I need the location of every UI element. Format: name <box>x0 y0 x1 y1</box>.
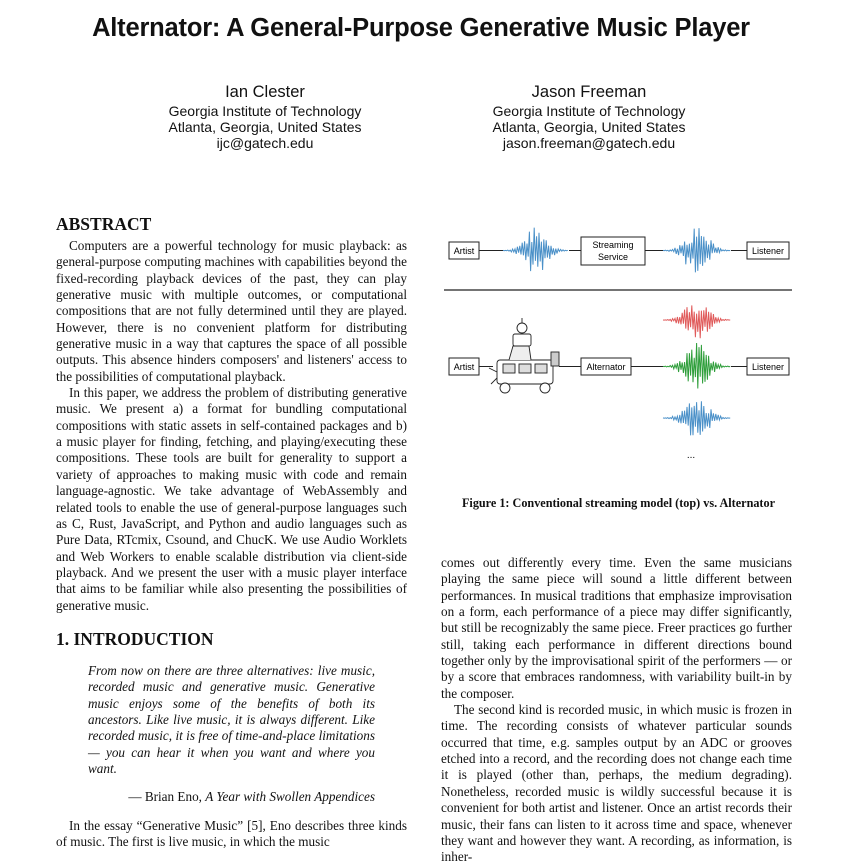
alternator-label: Alternator <box>586 362 626 372</box>
artist-label-top: Artist <box>453 246 475 256</box>
waveform-red <box>663 305 730 338</box>
right-paragraph-1: comes out differently every time. Even the same musicians playing the same piece will sound a little different between performances. In musical traditions that emphasize improvisation on a form, each performance of a piece may differ significantly, but still be recognizably the same piece. Freer practices go further still, taking each performance in different directions bound together only by the improvisational spirit of the performers — or by a score that embraces randomness, with variability built-in by the composer. <box>441 555 792 701</box>
waveform-blue-2 <box>663 228 730 272</box>
artist-label-bottom: Artist <box>453 362 475 372</box>
generative-machine-illustration <box>489 318 559 393</box>
left-column <box>56 214 407 850</box>
author-name: Ian Clester <box>225 83 305 101</box>
abstract-paragraph-1: Computers are a powerful technology for music playback: as general-purpose computing machines with capabilities beyond the fixed-recording playback devices of the past, they can play generative music with multiple outcomes, or computational compositions that are not fully determined until they are played. However, there is no convenient platform for distributing generative music in a way that captures the space of all possible outputs. This absence hinders composers' and listeners' access to the possibilities of computational playback. <box>56 238 407 384</box>
figure-1-diagram <box>441 222 796 472</box>
listener-label-top: Listener <box>751 246 785 256</box>
author-email[interactable]: jason.freeman@gatech.edu <box>502 135 676 151</box>
right-paragraph-2: The second kind is recorded music, in which music is frozen in time. The recording consists of whatever particular sounds occurred that time, e.g. samples output by an ADC or grooves etched into a record, and the recording does not change each time it is played (other than, perhaps, the medium degrading). Nonetheless, recorded music is wildly successful because it is convenient for both artist and listener. Once an artist records their music, their fans can listen to it across time and space, whenever they want and however they want. A recording, as information, is inher- <box>441 702 792 865</box>
listener-label-bottom: Listener <box>751 362 785 372</box>
author-name: Jason Freeman <box>531 83 647 101</box>
epigraph-quote: From now on there are three alternatives: live music, recorded music and generative music. Generative music enjoys some of the benefits of both its ancestors. Like live music, it is always different. Like recorded music, it is free of time-and-place limitations — you can hear it when you want and where you want. <box>88 662 375 776</box>
author-location: Atlanta, Georgia, United States <box>492 119 686 135</box>
abstract-paragraph-2: In this paper, we address the problem of distributing generative music. We present a) a format for bundling computational compositions with static assets in self-contained packages and b) a music player for finding, fetching, and playing/executing these compositions. These tools are built for generality to support a variety of approaches to making music with code and remain language-agnostic. We take advantage of WebAssembly and related tools to enable the use of general-purpose languages such as C, Rust, JavaScript, and Python and audio languages such as Pure Data, RTcmix, Csound, and ChucK. We use Audio Worklets and Web Workers to enable scalable distribution via client-side playback. And we present the user with a music player interface that aims to be familiar while also presenting the possibilities of generative music. <box>56 385 407 613</box>
author-location: Atlanta, Georgia, United States <box>168 119 362 135</box>
streaming-label-line2: Service <box>597 252 629 262</box>
paper-title: Alternator: A General-Purpose Generative Music Player <box>92 14 750 42</box>
right-column <box>441 555 792 866</box>
attribution-source: A Year with Swollen Appendices <box>205 789 375 805</box>
more-outputs-ellipsis: ... <box>686 450 696 461</box>
author-email[interactable]: ijc@gatech.edu <box>216 135 314 151</box>
author-2 <box>439 84 739 151</box>
author-affiliation: Georgia Institute of Technology <box>168 103 362 119</box>
introduction-heading: 1. INTRODUCTION <box>56 628 214 649</box>
attribution-prefix: — Brian Eno, <box>128 789 206 805</box>
waveform-blue-3 <box>663 401 730 435</box>
introduction-paragraph-1: In the essay “Generative Music” [5], Eno describes three kinds of music. The first is live music, in which the music <box>56 817 407 849</box>
epigraph-attribution <box>56 789 375 805</box>
author-affiliation: Georgia Institute of Technology <box>492 103 686 119</box>
streaming-label-line1: Streaming <box>592 240 634 250</box>
waveform-blue-1 <box>503 228 568 272</box>
waveform-green <box>663 343 730 389</box>
author-1 <box>115 84 415 151</box>
abstract-heading: ABSTRACT <box>56 214 152 234</box>
figure-1-caption: Figure 1: Conventional streaming model (top) vs. Alternator <box>461 496 775 510</box>
